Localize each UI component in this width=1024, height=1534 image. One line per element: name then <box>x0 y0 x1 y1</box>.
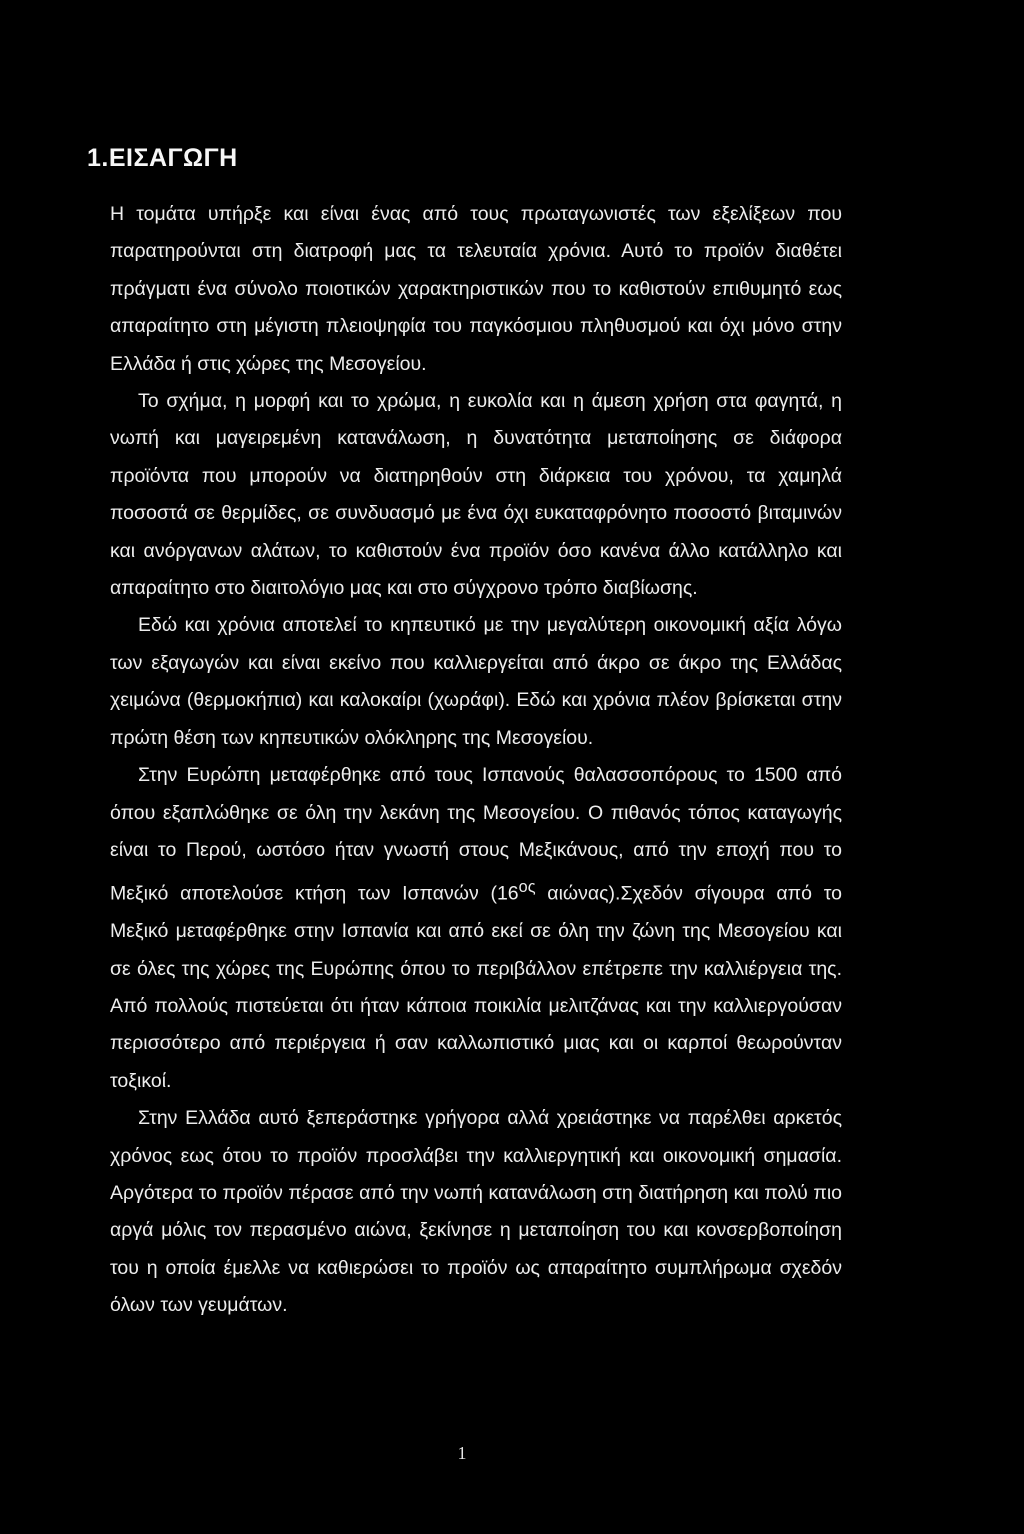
paragraph-intro: Η τομάτα υπήρξε και είναι ένας από τους πρωταγωνιστές των εξελίξεων που παρατηρούνται στη διατροφή μας τα τελευταία χρόνια. Αυτό το προϊόν διαθέτει πράγματι ένα σύνολο ποιοτικών χαρακτηριστικών που το καθιστούν επιθυμητό εως απαραίτητο στη μέγιστη πλειοψηφία του παγκόσμιου πληθυσμού και όχι μόνο στην Ελλάδα ή στις χώρες της Μεσογείου. <box>110 203 842 375</box>
history-text-before: Στην Ευρώπη μεταφέρθηκε από τους Ισπανούς θαλασσοπόρους το 1500 από όπου εξαπλώθηκε σε όλη την λεκάνη της Μεσογείου. Ο πιθανός τόπος καταγωγής είναι το Περού, ωστόσο ήταν γνωστή στους Μεξικάνους, από την εποχή που το Μεξικό αποτελούσε κτήση των Ισπανών (16 <box>110 764 842 905</box>
paragraph-history-europe <box>110 757 842 1100</box>
page-number: 1 <box>457 1443 467 1463</box>
body-text <box>110 196 842 1325</box>
history-text-after: αιώνας).Σχεδόν σίγουρα από το Μεξικό μεταφέρθηκε στην Ισπανία και από εκεί σε όλη την ζώνη της Μεσογείου και σε όλες της χώρες της Ευρώπης όπου το περιβάλλον επέτρεπε την καλλιέργεια της. Από πολλούς πιστεύεται ότι ήταν κάποια ποικιλία μελιτζάνας και την καλλιεργούσαν περισσότερο από περιέργεια ή σαν καλλωπιστικό μιας και οι καρποί θεωρούνταν τοξικοί. <box>110 882 842 1092</box>
section-heading: 1.ΕΙΣΑΓΩΓΗ <box>87 144 238 172</box>
ordinal-superscript: ος <box>518 878 536 897</box>
paragraph-economic-value: Εδώ και χρόνια αποτελεί το κηπευτικό με την μεγαλύτερη οικονομική αξία λόγω των εξαγωγών και είναι εκείνο που καλλιεργείται από άκρο σε άκρο της Ελλάδας χειμώνα (θερμοκήπια) και καλοκαίρι (χωράφι). Εδώ και χρόνια πλέον βρίσκεται στην πρώτη θέση των κηπευτικών ολόκληρης της Μεσογείου. <box>110 614 842 749</box>
paragraph-history-greece: Στην Ελλάδα αυτό ξεπεράστηκε γρήγορα αλλά χρειάστηκε να παρέλθει αρκετός χρόνος εως ότου το προϊόν προσλάβει την καλλιεργητική και οικονομική σημασία. Αργότερα το προϊόν πέρασε από την νωπή κατανάλωση στη διατήρηση και πολύ πιο αργά μόλις τον περασμένο αιώνα, ξεκίνησε η μεταποίηση του και κονσερβοποίηση του η οποία έμελλε να καθιερώσει το προϊόν ως απαραίτητο συμπλήρωμα σχεδόν όλων των γευμάτων. <box>110 1107 842 1317</box>
paragraph-shape-and-uses: Το σχήμα, η μορφή και το χρώμα, η ευκολία και η άμεση χρήση στα φαγητά, η νωπή και μαγειρεμένη κατανάλωση, η δυνατότητα μεταποίησης σε διάφορα προϊόντα που μπορούν να διατηρηθούν στη διάρκεια του χρόνου, τα χαμηλά ποσοστά σε θερμίδες, σε συνδυασμό με ένα όχι ευκαταφρόνητο ποσοστό βιταμινών και ανόργανων αλάτων, το καθιστούν ένα προϊόν όσο κανένα άλλο κατάλληλο και απαραίτητο στο διαιτολόγιο μας και στο σύγχρονο τρόπο διαβίωσης. <box>110 390 842 600</box>
